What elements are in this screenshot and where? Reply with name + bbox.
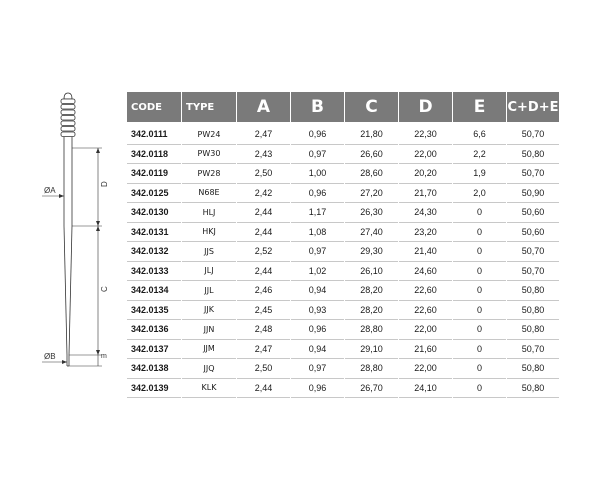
cell-code: 342.0125: [127, 184, 181, 204]
pin-shank: [64, 137, 72, 366]
cell-d: 22,30: [399, 125, 452, 145]
cell-cde: 50,60: [507, 203, 559, 223]
cell-b: 1,02: [291, 262, 344, 282]
cell-a: 2,47: [237, 125, 290, 145]
dimension-c-label: C: [100, 286, 109, 292]
cell-code: 342.0119: [127, 164, 181, 184]
cell-c: 27,20: [345, 184, 398, 204]
cell-a: 2,43: [237, 145, 290, 165]
cell-d: 22,00: [399, 145, 452, 165]
cell-d: 22,60: [399, 301, 452, 321]
table-row: [127, 379, 559, 399]
cell-a: 2,50: [237, 359, 290, 379]
cell-d: 21,60: [399, 340, 452, 360]
cell-d: 23,20: [399, 223, 452, 243]
cell-d: 20,20: [399, 164, 452, 184]
header-b: B: [291, 92, 344, 125]
cell-type: JJN: [182, 320, 236, 340]
cell-type: HLJ: [182, 203, 236, 223]
cell-type: PW30: [182, 145, 236, 165]
cell-cde: 50,80: [507, 320, 559, 340]
cell-e: 0: [453, 262, 506, 282]
cell-cde: 50,90: [507, 184, 559, 204]
cell-b: 0,97: [291, 359, 344, 379]
cell-d: 22,00: [399, 320, 452, 340]
cell-a: 2,42: [237, 184, 290, 204]
cell-code: 342.0135: [127, 301, 181, 321]
cell-type: JLJ: [182, 262, 236, 282]
table-body: [127, 125, 559, 398]
cell-c: 26,60: [345, 145, 398, 165]
table-row: [127, 340, 559, 360]
spec-table: [126, 92, 560, 398]
cell-a: 2,44: [237, 379, 290, 399]
header-e: E: [453, 92, 506, 125]
cell-a: 2,45: [237, 301, 290, 321]
cell-e: 6,6: [453, 125, 506, 145]
cell-e: 0: [453, 340, 506, 360]
cell-b: 0,94: [291, 281, 344, 301]
cell-d: 22,00: [399, 359, 452, 379]
cell-b: 1,17: [291, 203, 344, 223]
cell-type: HKJ: [182, 223, 236, 243]
cell-code: 342.0134: [127, 281, 181, 301]
cell-d: 24,60: [399, 262, 452, 282]
pin-head: [61, 93, 75, 137]
pin-diagram: [0, 0, 125, 480]
table-row: [127, 184, 559, 204]
cell-cde: 50,70: [507, 164, 559, 184]
cell-type: JJS: [182, 242, 236, 262]
table-row: [127, 164, 559, 184]
table-row: [127, 242, 559, 262]
cell-c: 27,40: [345, 223, 398, 243]
cell-a: 2,46: [237, 281, 290, 301]
cell-cde: 50,80: [507, 145, 559, 165]
cell-a: 2,44: [237, 262, 290, 282]
cell-b: 0,96: [291, 320, 344, 340]
cell-e: 1,9: [453, 164, 506, 184]
cell-b: 0,97: [291, 242, 344, 262]
table-row: [127, 223, 559, 243]
table-row: [127, 145, 559, 165]
cell-e: 0: [453, 359, 506, 379]
cell-cde: 50,60: [507, 223, 559, 243]
cell-code: 342.0139: [127, 379, 181, 399]
dimension-e-label: m: [101, 353, 107, 360]
cell-code: 342.0138: [127, 359, 181, 379]
cell-code: 342.0136: [127, 320, 181, 340]
header-code: CODE: [127, 92, 181, 125]
cell-b: 1,00: [291, 164, 344, 184]
table-header-row: [127, 92, 559, 125]
cell-type: JJM: [182, 340, 236, 360]
cell-cde: 50,80: [507, 359, 559, 379]
cell-a: 2,48: [237, 320, 290, 340]
cell-b: 0,93: [291, 301, 344, 321]
header-a: A: [237, 92, 290, 125]
cell-b: 0,96: [291, 379, 344, 399]
table-row: [127, 125, 559, 145]
cell-e: 0: [453, 281, 506, 301]
cell-e: 0: [453, 203, 506, 223]
cell-code: 342.0132: [127, 242, 181, 262]
table-row: [127, 359, 559, 379]
cell-code: 342.0137: [127, 340, 181, 360]
cell-type: JJL: [182, 281, 236, 301]
cell-d: 24,30: [399, 203, 452, 223]
cell-e: 2,0: [453, 184, 506, 204]
header-type: TYPE: [182, 92, 236, 125]
cell-c: 28,60: [345, 164, 398, 184]
cell-b: 1,08: [291, 223, 344, 243]
dimension-d-label: D: [100, 181, 109, 187]
cell-e: 0: [453, 242, 506, 262]
cell-cde: 50,70: [507, 262, 559, 282]
cell-e: 0: [453, 223, 506, 243]
cell-type: JJQ: [182, 359, 236, 379]
cell-type: JJK: [182, 301, 236, 321]
cell-cde: 50,80: [507, 379, 559, 399]
cell-c: 26,10: [345, 262, 398, 282]
cell-type: PW28: [182, 164, 236, 184]
header-c: C: [345, 92, 398, 125]
cell-type: PW24: [182, 125, 236, 145]
cell-d: 21,40: [399, 242, 452, 262]
cell-d: 24,10: [399, 379, 452, 399]
cell-code: 342.0133: [127, 262, 181, 282]
cell-c: 28,80: [345, 359, 398, 379]
cell-d: 22,60: [399, 281, 452, 301]
cell-cde: 50,70: [507, 340, 559, 360]
cell-cde: 50,70: [507, 242, 559, 262]
diameter-b-label: ØB: [44, 352, 56, 361]
cell-a: 2,44: [237, 203, 290, 223]
table-row: [127, 301, 559, 321]
table-row: [127, 262, 559, 282]
cell-c: 29,10: [345, 340, 398, 360]
cell-code: 342.0131: [127, 223, 181, 243]
header-d: D: [399, 92, 452, 125]
cell-c: 26,70: [345, 379, 398, 399]
cell-a: 2,52: [237, 242, 290, 262]
cell-type: N68E: [182, 184, 236, 204]
cell-c: 26,30: [345, 203, 398, 223]
cell-b: 0,97: [291, 145, 344, 165]
cell-code: 342.0118: [127, 145, 181, 165]
dimension-arrows: [59, 148, 100, 364]
cell-c: 28,20: [345, 281, 398, 301]
diameter-a-label: ØA: [44, 186, 56, 195]
header-cde: C+D+E: [507, 92, 559, 125]
cell-a: 2,47: [237, 340, 290, 360]
cell-b: 0,94: [291, 340, 344, 360]
cell-c: 28,80: [345, 320, 398, 340]
cell-a: 2,50: [237, 164, 290, 184]
cell-code: 342.0111: [127, 125, 181, 145]
cell-e: 0: [453, 379, 506, 399]
cell-d: 21,70: [399, 184, 452, 204]
cell-e: 0: [453, 301, 506, 321]
cell-e: 2,2: [453, 145, 506, 165]
cell-cde: 50,70: [507, 125, 559, 145]
cell-c: 21,80: [345, 125, 398, 145]
cell-c: 28,20: [345, 301, 398, 321]
cell-a: 2,44: [237, 223, 290, 243]
cell-type: KLK: [182, 379, 236, 399]
cell-e: 0: [453, 320, 506, 340]
cell-b: 0,96: [291, 184, 344, 204]
cell-cde: 50,80: [507, 301, 559, 321]
table-row: [127, 203, 559, 223]
cell-cde: 50,80: [507, 281, 559, 301]
table-row: [127, 320, 559, 340]
cell-code: 342.0130: [127, 203, 181, 223]
cell-b: 0,96: [291, 125, 344, 145]
cell-c: 29,30: [345, 242, 398, 262]
table-row: [127, 281, 559, 301]
